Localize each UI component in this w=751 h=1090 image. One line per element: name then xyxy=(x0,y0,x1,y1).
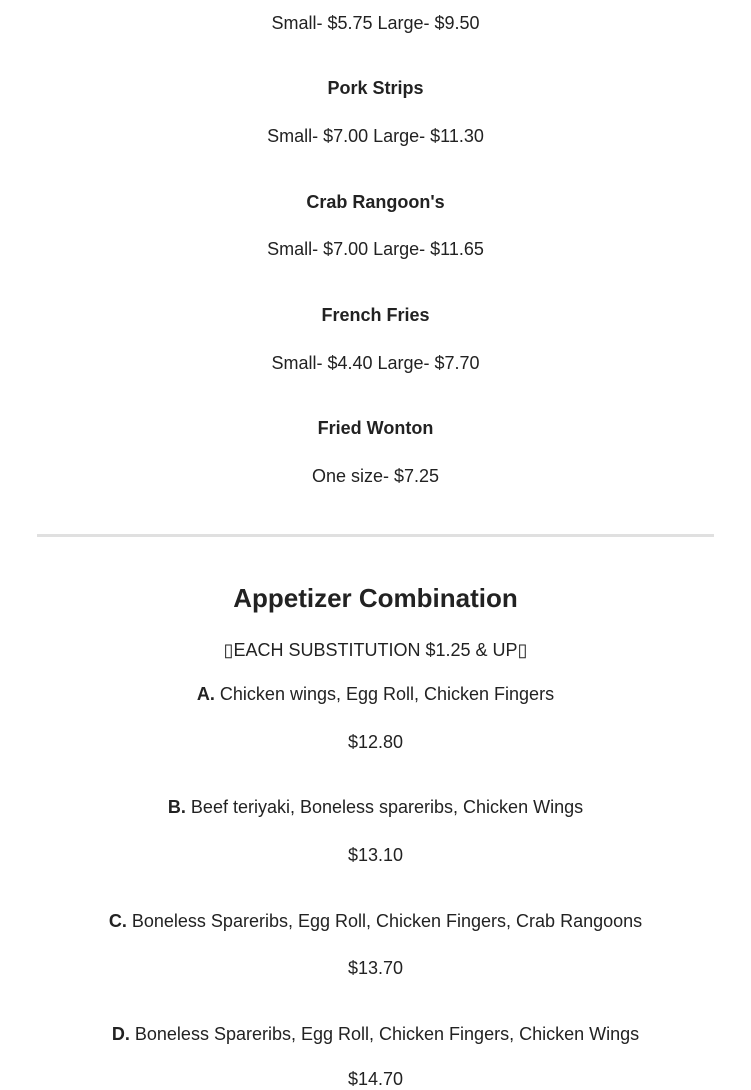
notice-open-glyph: ▯ xyxy=(223,640,234,660)
combo-b-price: $13.10 xyxy=(347,845,404,865)
combo-c-letter: C. xyxy=(108,911,127,931)
item-price-fried-wonton: One size- $7.25 xyxy=(311,466,440,486)
item-name-crab-rangoons: Crab Rangoon's xyxy=(306,192,445,212)
item-name-fried-wonton: Fried Wonton xyxy=(317,418,434,438)
combo-b-description xyxy=(0,796,751,818)
substitution-notice xyxy=(0,639,751,661)
item-price-previous: Small- $5.75 Large- $9.50 xyxy=(271,13,480,33)
combo-b-letter: B. xyxy=(167,797,186,817)
combo-c-items: Boneless Spareribs, Egg Roll, Chicken Fingers, Crab Rangoons xyxy=(131,911,643,931)
combo-a-price: $12.80 xyxy=(347,732,404,752)
combo-a-items: Chicken wings, Egg Roll, Chicken Fingers xyxy=(219,684,555,704)
combo-c-price: $13.70 xyxy=(347,958,404,978)
notice-close-glyph: ▯ xyxy=(517,640,528,660)
item-price-french-fries: Small- $4.40 Large- $7.70 xyxy=(271,353,480,373)
item-price-pork-strips: Small- $7.00 Large- $11.30 xyxy=(267,126,484,146)
combo-c-description xyxy=(0,910,751,932)
combo-d-price: $14.70 xyxy=(347,1069,404,1089)
section-divider xyxy=(37,534,714,537)
section-title-appetizer-combination: Appetizer Combination xyxy=(233,583,518,613)
combo-b-items: Beef teriyaki, Boneless spareribs, Chicken Wings xyxy=(190,797,584,817)
combo-a-description xyxy=(0,683,751,705)
combo-a-letter: A. xyxy=(196,684,215,704)
item-name-french-fries: French Fries xyxy=(321,305,430,325)
notice-text: EACH SUBSTITUTION $1.25 & UP xyxy=(233,640,518,660)
item-name-pork-strips: Pork Strips xyxy=(327,78,424,98)
item-price-crab-rangoons: Small- $7.00 Large- $11.65 xyxy=(267,239,484,259)
combo-d-description xyxy=(0,1023,751,1045)
combo-d-items: Boneless Spareribs, Egg Roll, Chicken Fingers, Chicken Wings xyxy=(134,1024,640,1044)
combo-d-letter: D. xyxy=(111,1024,130,1044)
